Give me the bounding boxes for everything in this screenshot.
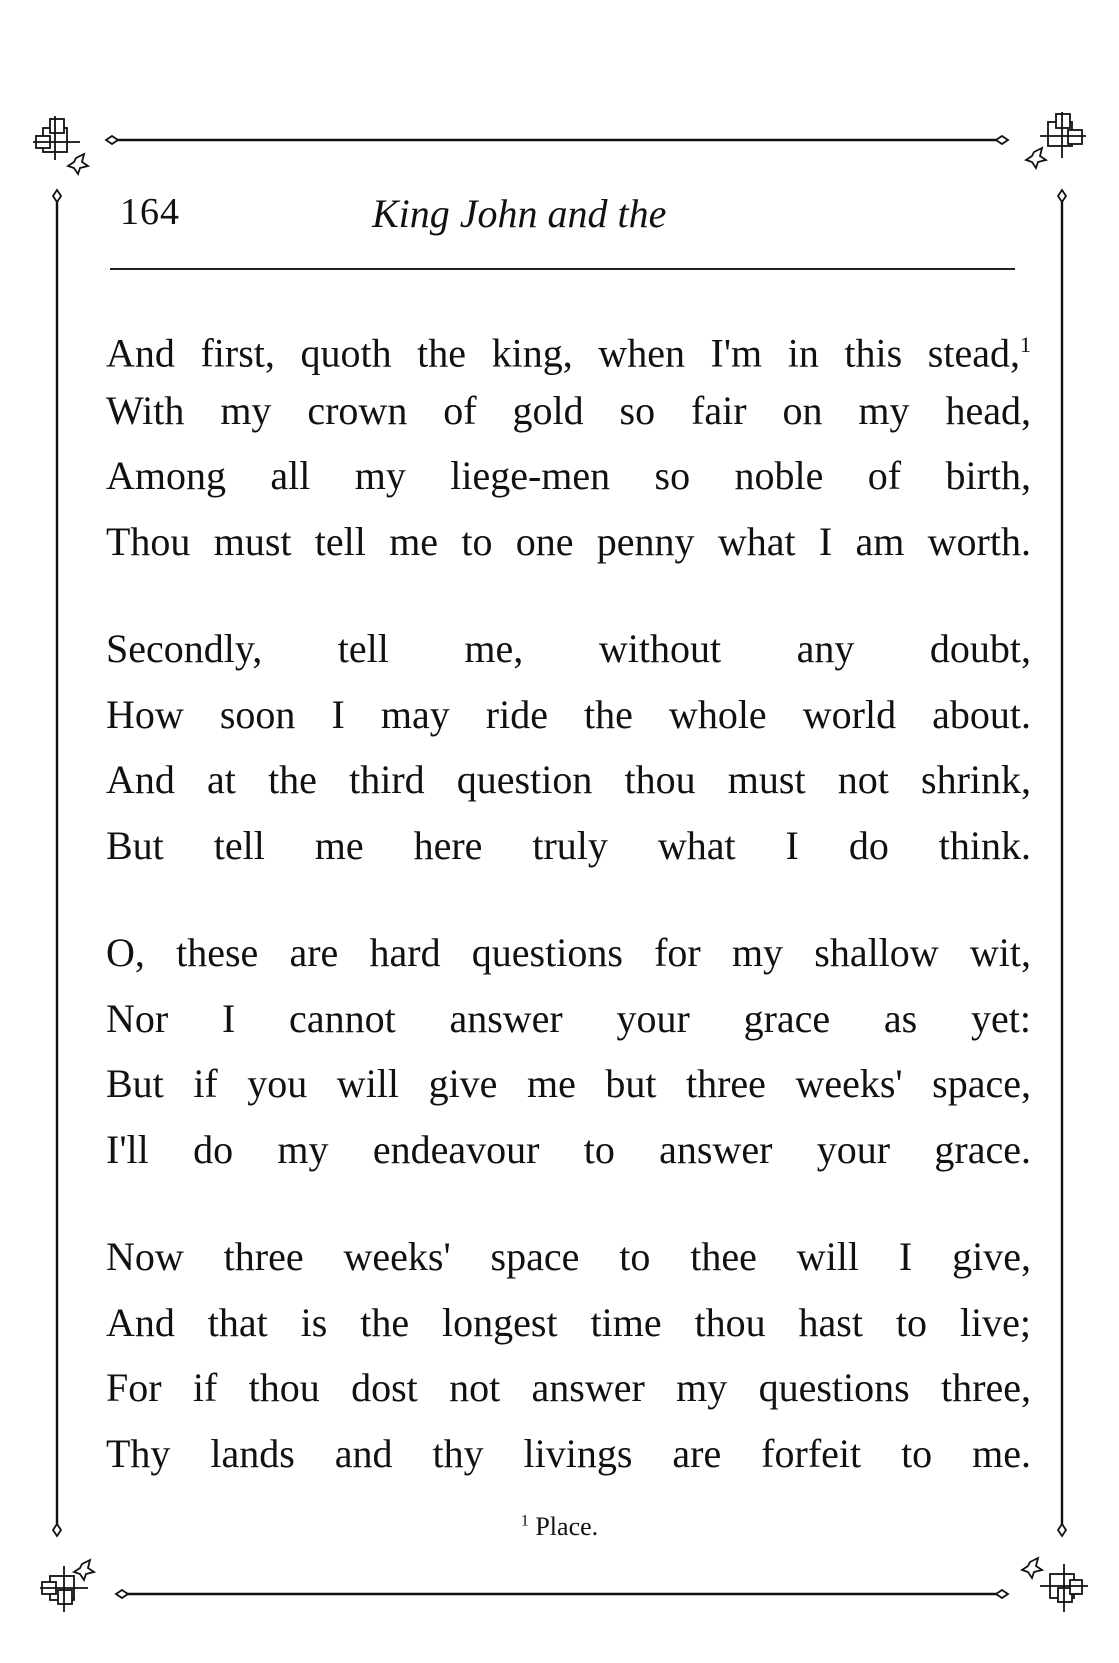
footnote	[0, 1512, 1119, 1542]
stanza	[106, 920, 1031, 1182]
verse-line: Among all my liege-men so noble of birth,	[106, 453, 1031, 498]
verse-line: Thou must tell me to one penny what I am worth.	[106, 518, 1031, 564]
verse-line: And that is the longest time thou hast to live;	[106, 1299, 1031, 1345]
page-number: 164	[120, 191, 180, 233]
poem-body	[106, 312, 1031, 1528]
verse-line: With my crown of gold so fair on my head,	[106, 387, 1031, 433]
header-rule	[110, 268, 1015, 270]
corner-ornament-top-right	[996, 112, 1086, 202]
verse-line: But if you will give me but three weeks' space,	[106, 1061, 1031, 1106]
footnote-marker: 1	[1020, 332, 1031, 357]
verse-line: Now three weeks' space to thee will I give,	[106, 1234, 1031, 1279]
verse-line: I'll do my endeavour to answer your grace.	[106, 1126, 1031, 1172]
page-header	[110, 190, 1015, 250]
verse-line: And at the third question thou must not shrink,	[106, 757, 1031, 802]
running-title: King John and the	[372, 191, 667, 236]
verse-line: Secondly, tell me, without any doubt,	[106, 626, 1031, 671]
verse-line: How soon I may ride the whole world about.	[106, 691, 1031, 737]
verse-line: Thy lands and thy livings are forfeit to me.	[106, 1430, 1031, 1476]
stanza	[106, 312, 1031, 574]
verse-line: Nor I cannot answer your grace as yet:	[106, 995, 1031, 1041]
footnote-text: Place.	[535, 1512, 599, 1541]
verse-line: O, these are hard questions for my shallow wit,	[106, 930, 1031, 975]
stanza	[106, 616, 1031, 878]
verse-line: For if thou dost not answer my questions three,	[106, 1365, 1031, 1410]
stanza	[106, 1224, 1031, 1486]
verse-line: And first, quoth the king, when I'm in this stead,$^1$	[106, 330, 1031, 376]
corner-ornament-top-left	[33, 116, 118, 202]
footnote-number: 1	[520, 1512, 529, 1530]
verse-line: But tell me here truly what I do think.	[106, 822, 1031, 868]
